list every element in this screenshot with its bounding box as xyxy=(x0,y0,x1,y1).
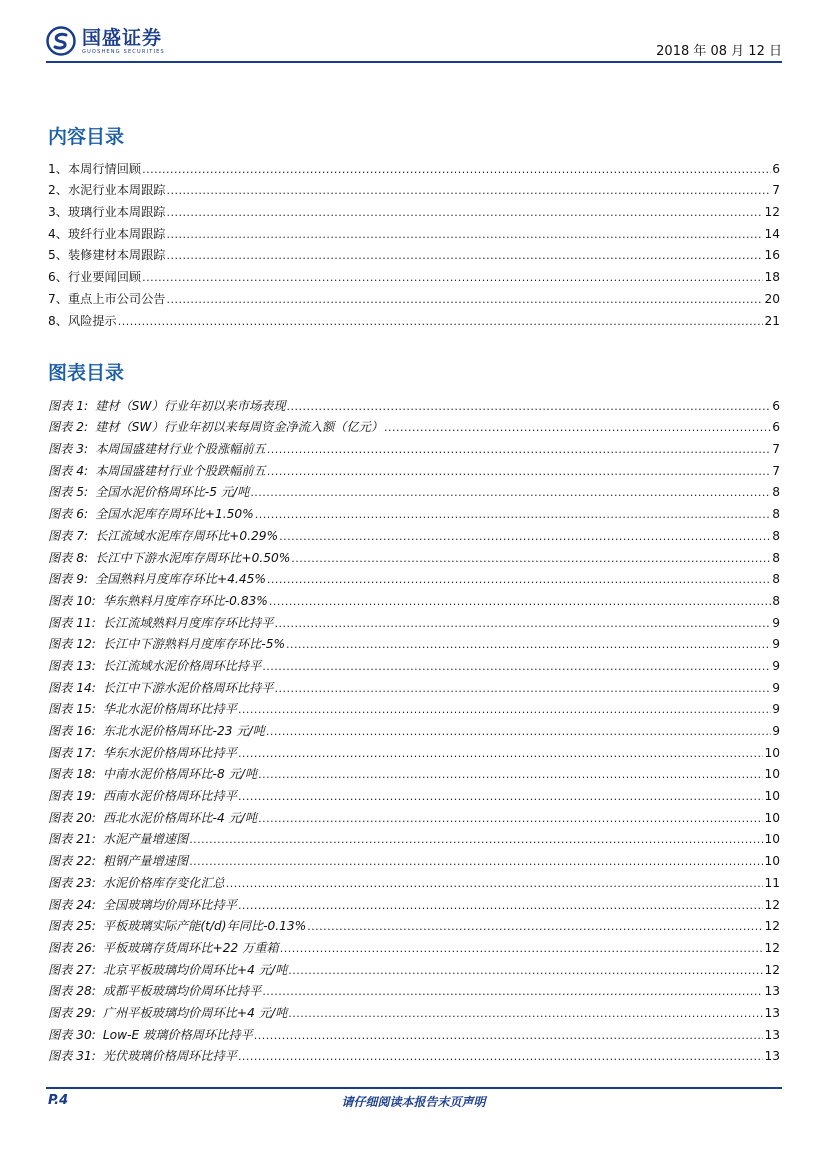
figure-entry-page: 8 xyxy=(772,572,780,587)
figure-entry[interactable] xyxy=(48,869,780,891)
figure-entry-label: 水泥产量增速图 xyxy=(102,832,189,847)
figures-list xyxy=(48,392,780,1064)
figure-entry[interactable] xyxy=(48,414,780,436)
figure-entry[interactable] xyxy=(48,522,780,544)
contents-entry[interactable] xyxy=(48,285,780,307)
figure-entry-label: 全国水泥价格周环比-5 元/吨 xyxy=(95,485,250,500)
contents-entry[interactable] xyxy=(48,307,780,329)
dot-leader xyxy=(267,572,771,587)
company-logo xyxy=(46,26,165,56)
figure-entry-number: 图表 20: xyxy=(48,810,96,825)
contents-entry[interactable] xyxy=(48,177,780,199)
contents-entry-label: 4、玻纤行业本周跟踪 xyxy=(48,226,166,241)
figure-entry-page: 12 xyxy=(764,897,780,912)
dot-leader xyxy=(142,162,771,177)
figure-entry-page: 9 xyxy=(772,658,780,673)
dot-leader xyxy=(238,702,771,717)
figure-entry[interactable] xyxy=(48,826,780,848)
figure-entry-number: 图表 13: xyxy=(48,658,96,673)
figure-entry-label: 长江中下游水泥价格周环比持平 xyxy=(102,680,274,695)
contents-entry-page: 16 xyxy=(764,248,780,263)
figure-entry-number: 图表 17: xyxy=(48,745,96,760)
contents-entry-label: 5、装修建材本周跟踪 xyxy=(48,248,166,263)
dot-leader xyxy=(142,270,763,285)
figure-entry-label: 平板玻璃存货周环比+22 万重箱 xyxy=(102,940,279,955)
contents-entry-page: 21 xyxy=(764,313,780,328)
figure-entry-label: 全国水泥库存周环比+1.50% xyxy=(95,507,254,522)
dot-leader xyxy=(262,984,763,999)
figure-entry-page: 8 xyxy=(772,528,780,543)
figure-entry-label: Low-E 玻璃价格周环比持平 xyxy=(102,1027,253,1042)
dot-leader xyxy=(255,507,772,522)
logo-english-name: GUOSHENG SECURITIES xyxy=(82,48,165,55)
figure-entry-number: 图表 30: xyxy=(48,1027,96,1042)
contents-entry[interactable] xyxy=(48,220,780,242)
figure-entry-number: 图表 14: xyxy=(48,680,96,695)
dot-leader xyxy=(238,789,764,804)
figure-entry-number: 图表 12: xyxy=(48,637,96,652)
dot-leader xyxy=(275,616,772,631)
dot-leader xyxy=(238,746,764,761)
figure-entry[interactable] xyxy=(48,696,780,718)
figure-entry-page: 10 xyxy=(764,854,780,869)
figure-entry-page: 7 xyxy=(772,463,780,478)
logo-icon xyxy=(46,26,76,56)
figure-entry-number: 图表 15: xyxy=(48,702,96,717)
figure-entry-page: 13 xyxy=(764,1027,780,1042)
figure-entry-page: 10 xyxy=(764,832,780,847)
figure-entry-label: 西南水泥价格周环比持平 xyxy=(102,789,237,804)
figure-entry[interactable] xyxy=(48,435,780,457)
figure-entry-number: 图表 1: xyxy=(48,398,89,413)
figure-entry-page: 8 xyxy=(772,485,780,500)
figure-entry[interactable] xyxy=(48,392,780,414)
figure-entry[interactable] xyxy=(48,1021,780,1043)
figure-entry[interactable] xyxy=(48,500,780,522)
figure-entry-page: 10 xyxy=(764,810,780,825)
dot-leader xyxy=(266,724,771,739)
dot-leader xyxy=(254,1028,764,1043)
dot-leader xyxy=(238,1049,764,1064)
dot-leader xyxy=(166,227,763,242)
dot-leader xyxy=(287,399,772,414)
figure-entry[interactable] xyxy=(48,956,780,978)
figure-entry-label: 北京平板玻璃均价周环比+4 元/吨 xyxy=(102,962,288,977)
figure-entry-page: 10 xyxy=(764,789,780,804)
figure-entry-label: 全国熟料月度库存环比+4.45% xyxy=(95,572,266,587)
figure-entry-label: 华东水泥价格周环比持平 xyxy=(102,745,237,760)
dot-leader xyxy=(166,248,763,263)
figure-entry[interactable] xyxy=(48,804,780,826)
dot-leader xyxy=(238,898,764,913)
dot-leader xyxy=(384,420,771,435)
contents-entry-page: 6 xyxy=(772,161,780,176)
page-header xyxy=(46,26,782,62)
figure-entry-page: 12 xyxy=(764,962,780,977)
figure-entry[interactable] xyxy=(48,978,780,1000)
figure-entry[interactable] xyxy=(48,479,780,501)
figure-entry-number: 图表 28: xyxy=(48,984,96,999)
figure-entry-number: 图表 2: xyxy=(48,420,89,435)
contents-entry-label: 2、水泥行业本周跟踪 xyxy=(48,183,166,198)
figure-entry[interactable] xyxy=(48,934,780,956)
figure-entry-number: 图表 25: xyxy=(48,919,96,934)
figure-entry-label: 建材（SW）行业年初以来每周资金净流入额（亿元） xyxy=(95,420,384,435)
figure-entry-number: 图表 18: xyxy=(48,767,96,782)
figure-entry-page: 6 xyxy=(772,398,780,413)
figure-entry-number: 图表 24: xyxy=(48,897,96,912)
logo-chinese-name: 国盛证券 xyxy=(82,26,163,49)
dot-leader xyxy=(166,183,771,198)
figure-entry[interactable] xyxy=(48,913,780,935)
figure-entry-page: 13 xyxy=(764,1005,780,1020)
figure-entry[interactable] xyxy=(48,761,780,783)
figure-entry-number: 图表 22: xyxy=(48,854,96,869)
dot-leader xyxy=(291,551,771,566)
dot-leader xyxy=(262,659,771,674)
figure-entry-label: 成都平板玻璃均价周环比持平 xyxy=(102,984,262,999)
figure-entry-page: 9 xyxy=(772,702,780,717)
page-number: P.4 xyxy=(48,1093,69,1108)
dot-leader xyxy=(258,767,763,782)
figure-entry-label: 光伏玻璃价格周环比持平 xyxy=(102,1049,237,1064)
figure-entry-page: 10 xyxy=(764,767,780,782)
figure-entry-page: 11 xyxy=(764,875,780,890)
figure-entry-label: 西北水泥价格周环比-4 元/吨 xyxy=(102,810,258,825)
contents-entry[interactable] xyxy=(48,263,780,285)
contents-entry-label: 3、玻璃行业本周跟踪 xyxy=(48,205,166,220)
figure-entry-label: 长江中下游熟料月度库存环比-5% xyxy=(102,637,286,652)
figure-entry-label: 华东熟料月度库存环比-0.83% xyxy=(102,593,268,608)
figure-entry-page: 6 xyxy=(772,420,780,435)
report-date: 2018 年 08 月 12 日 xyxy=(656,44,782,59)
figure-entry-label: 东北水泥价格周环比-23 元/吨 xyxy=(102,724,265,738)
figure-entry-page: 7 xyxy=(772,442,780,457)
dot-leader xyxy=(267,442,772,457)
figure-entry-label: 建材（SW）行业年初以来市场表现 xyxy=(95,398,286,413)
figure-entry-label: 平板玻璃实际产能(t/d)年同比-0.13% xyxy=(102,919,307,934)
figure-entry[interactable] xyxy=(48,631,780,653)
dot-leader xyxy=(280,941,764,956)
figure-entry[interactable] xyxy=(48,566,780,588)
figure-entry[interactable] xyxy=(48,609,780,631)
contents-entry-label: 6、行业要闻回顾 xyxy=(48,270,142,285)
dot-leader xyxy=(288,1006,763,1021)
dot-leader xyxy=(118,314,764,329)
figure-entry-label: 广州平板玻璃均价周环比+4 元/吨 xyxy=(102,1005,288,1020)
figure-entry-page: 12 xyxy=(764,940,780,955)
dot-leader xyxy=(275,681,772,696)
figure-entry-label: 全国玻璃均价周环比持平 xyxy=(102,897,237,912)
dot-leader xyxy=(226,876,764,891)
figure-entry-number: 图表 23: xyxy=(48,875,96,890)
figure-entry[interactable] xyxy=(48,891,780,913)
figure-entry-number: 图表 7: xyxy=(48,528,89,543)
figure-entry-page: 9 xyxy=(772,680,780,695)
figure-entry-label: 粗钢产量增速图 xyxy=(102,854,189,869)
figure-entry-page: 9 xyxy=(772,724,780,738)
figure-entry[interactable] xyxy=(48,457,780,479)
figure-entry-number: 图表 9: xyxy=(48,572,89,587)
contents-entry[interactable] xyxy=(48,155,780,177)
dot-leader xyxy=(286,637,771,652)
contents-entry[interactable] xyxy=(48,242,780,264)
figure-entry-number: 图表 26: xyxy=(48,940,96,955)
figure-entry-label: 中南水泥价格周环比-8 元/吨 xyxy=(102,767,258,782)
figure-entry-label: 本周国盛建材行业个股跌幅前五 xyxy=(95,463,266,478)
figure-entry[interactable] xyxy=(48,652,780,674)
contents-title: 内容目录 xyxy=(48,126,125,148)
figure-entry[interactable] xyxy=(48,739,780,761)
dot-leader xyxy=(307,919,763,934)
figure-entry[interactable] xyxy=(48,847,780,869)
contents-entry[interactable] xyxy=(48,198,780,220)
figures-title: 图表目录 xyxy=(48,362,125,384)
figure-entry-number: 图表 11: xyxy=(48,615,96,630)
figure-entry-number: 图表 10: xyxy=(48,593,96,608)
figure-entry[interactable] xyxy=(48,999,780,1021)
figure-entry-number: 图表 29: xyxy=(48,1005,96,1020)
footer-disclaimer: 请仔细阅读本报告末页声明 xyxy=(341,1095,486,1109)
figure-entry-number: 图表 5: xyxy=(48,485,89,500)
dot-leader xyxy=(279,529,771,544)
figure-entry-page: 9 xyxy=(772,615,780,630)
figure-entry-number: 图表 8: xyxy=(48,550,89,565)
dot-leader xyxy=(269,594,771,609)
figure-entry-label: 本周国盛建材行业个股涨幅前五 xyxy=(95,442,266,457)
figure-entry-number: 图表 3: xyxy=(48,442,89,457)
dot-leader xyxy=(250,485,771,500)
figure-entry-page: 8 xyxy=(772,507,780,522)
figure-entry-number: 图表 16: xyxy=(48,724,96,738)
figure-entry-label: 长江流域水泥库存周环比+0.29% xyxy=(95,528,279,543)
figure-entry-page: 10 xyxy=(764,745,780,760)
dot-leader xyxy=(189,854,763,869)
figure-entry-label: 华北水泥价格周环比持平 xyxy=(102,702,237,717)
figure-entry-page: 8 xyxy=(772,593,780,608)
figure-entry[interactable] xyxy=(48,544,780,566)
figure-entry[interactable] xyxy=(48,674,780,696)
contents-entry-page: 7 xyxy=(772,183,780,198)
contents-entry-page: 20 xyxy=(764,291,780,306)
figure-entry-number: 图表 21: xyxy=(48,832,96,847)
dot-leader xyxy=(189,832,763,847)
figure-entry-page: 12 xyxy=(764,919,780,934)
figure-entry-number: 图表 19: xyxy=(48,789,96,804)
contents-entry-page: 12 xyxy=(764,205,780,220)
figure-entry-label: 长江流域水泥价格周环比持平 xyxy=(102,658,262,673)
header-divider xyxy=(46,61,782,63)
figure-entry-page: 13 xyxy=(764,1049,780,1064)
contents-entry-label: 7、重点上市公司公告 xyxy=(48,291,166,306)
figure-entry[interactable] xyxy=(48,1043,780,1065)
dot-leader xyxy=(166,292,763,307)
contents-entry-page: 18 xyxy=(764,270,780,285)
contents-entry-label: 1、本周行情回顾 xyxy=(48,161,142,176)
footer-divider xyxy=(46,1087,782,1089)
figure-entry[interactable] xyxy=(48,717,780,739)
dot-leader xyxy=(288,963,763,978)
dot-leader xyxy=(267,464,772,479)
figure-entry-label: 长江流域熟料月度库存环比持平 xyxy=(102,615,274,630)
contents-list xyxy=(48,155,780,329)
dot-leader xyxy=(258,811,763,826)
dot-leader xyxy=(166,205,763,220)
figure-entry-page: 9 xyxy=(772,637,780,652)
contents-entry-label: 8、风险提示 xyxy=(48,313,117,328)
figure-entry-number: 图表 4: xyxy=(48,463,89,478)
figure-entry-page: 13 xyxy=(764,984,780,999)
figure-entry[interactable] xyxy=(48,587,780,609)
figure-entry-page: 8 xyxy=(772,550,780,565)
figure-entry-number: 图表 6: xyxy=(48,507,89,522)
figure-entry[interactable] xyxy=(48,782,780,804)
figure-entry-number: 图表 31: xyxy=(48,1049,96,1064)
contents-entry-page: 14 xyxy=(764,226,780,241)
figure-entry-label: 水泥价格库存变化汇总 xyxy=(102,875,225,890)
figure-entry-label: 长江中下游水泥库存周环比+0.50% xyxy=(95,550,291,565)
figure-entry-number: 图表 27: xyxy=(48,962,96,977)
